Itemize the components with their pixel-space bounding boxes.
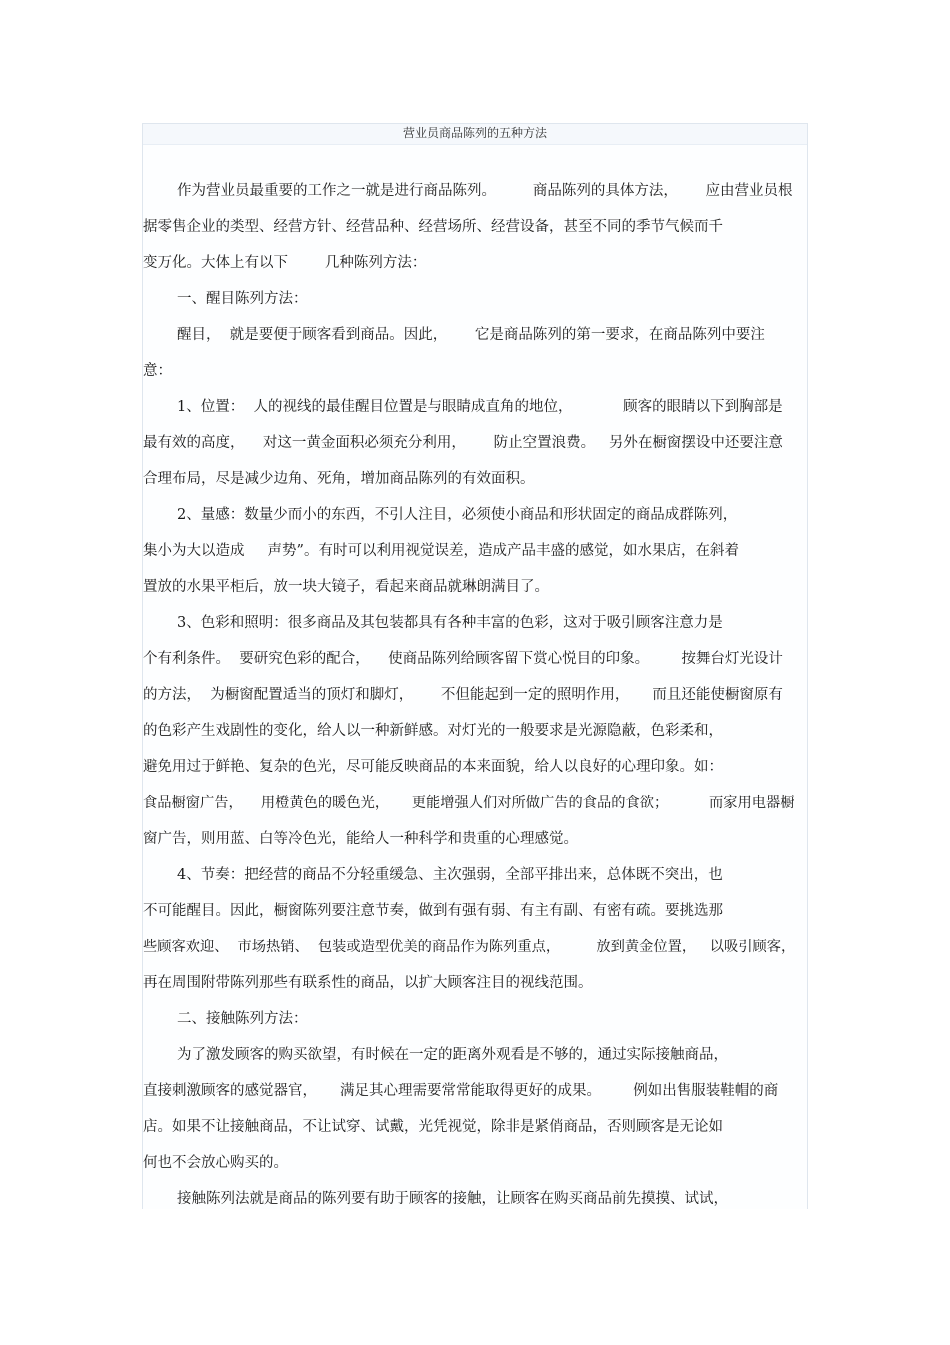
paragraph-line: 些顾客欢迎、 市场热销、 包装或造型优美的商品作为陈列重点， 放到黄金位置， 以吸引顾客， [143,939,796,955]
paragraph-start-line: 4、节奏：把经营的商品不分轻重缓急、主次强弱，全部平排出来，总体既不突出，也 [177,867,723,883]
paragraph-start-line: 2、量感：数量少而小的东西，不引人注目，必须使小商品和形状固定的商品成群陈列， [177,507,738,523]
paragraph-line: 合理布局，尽是减少边角、死角，增加商品陈列的有效面积。 [143,471,535,487]
paragraph-line: 避免用过于鲜艳、复杂的色光，尽可能反映商品的本来面貌，给人以良好的心理印象。如： [143,759,723,775]
paragraph-line: 意： [143,363,172,379]
paragraph-line: 的方法， 为橱窗配置适当的顶灯和脚灯， 不但能起到一定的照明作用， 而且还能使橱窗原有 [143,687,783,703]
paragraph-line: 最有效的高度， 对这一黄金面积必须充分利用， 防止空置浪费。 另外在橱窗摆设中还要注意 [143,435,783,451]
paragraph-line: 直接刺激顾客的感觉器官， 满足其心理需要常常能取得更好的成果。 例如出售服装鞋帽的商 [143,1083,779,1099]
paragraph-line: 店。如果不让接触商品，不让试穿、试戴，光凭视觉，除非是紧俏商品，否则顾客是无论如 [143,1119,723,1135]
paragraph-start-line: 1、位置： 人的视线的最佳醒目位置是与眼睛成直角的地位， 顾客的眼睛以下到胸部是 [177,399,783,415]
title-band [143,124,807,145]
paragraph-start-line: 作为营业员最重要的工作之一就是进行商品陈列。 商品陈列的具体方法， 应由营业员根 [177,183,793,199]
paragraph-line: 何也不会放心购买的。 [143,1155,288,1171]
paragraph-line: 再在周围附带陈列那些有联系性的商品，以扩大顾客注目的视线范围。 [143,975,593,991]
paragraph-line: 据零售企业的类型、经营方针、经营品种、经营场所、经营设备，甚至不同的季节气候而千 [143,219,723,235]
paragraph-line: 集小为大以造成 声势”。有时可以利用视觉误差，造成产品丰盛的感觉，如水果店，在斜着 [143,543,739,559]
paragraph-line: 变万化。大体上有以下 几种陈列方法： [143,255,427,271]
paragraph-start-line: 醒目， 就是要便于顾客看到商品。因此， 它是商品陈列的第一要求，在商品陈列中要注 [177,327,765,343]
paragraph-line: 的色彩产生戏剧性的变化，给人以一种新鲜感。对灯光的一般要求是光源隐蔽，色彩柔和， [143,723,723,739]
document-title: 营业员商品陈列的五种方法 [402,126,547,140]
paragraph-line: 置放的水果平柜后，放一块大镜子，看起来商品就琳朗满目了。 [143,579,549,595]
paragraph-start-line: 为了激发顾客的购买欲望，有时候在一定的距离外观看是不够的，通过实际接触商品， [177,1047,728,1063]
paragraph-line: 不可能醒目。因此，橱窗陈列要注意节奏，做到有强有弱、有主有副、有密有疏。要挑选那 [143,903,723,919]
paragraph-start-line: 3、色彩和照明：很多商品及其包装都具有各种丰富的色彩，这对于吸引顾客注意力是 [177,615,723,631]
paragraph-line: 食品橱窗广告， 用橙黄色的暖色光， 更能增强人们对所做广告的食品的食欲； 而家用电器橱 [143,795,795,811]
paragraph-start-line: 一、醒目陈列方法： [177,291,308,307]
paragraph-start-line: 二、接触陈列方法： [177,1011,308,1027]
document-page [142,123,808,1209]
paragraph-line: 个有利条件。 要研究色彩的配合， 使商品陈列给顾客留下赏心悦目的印象。 按舞台灯光设计 [143,651,783,667]
paragraph-start-line: 接触陈列法就是商品的陈列要有助于顾客的接触，让顾客在购买商品前先摸摸、试试， [177,1191,728,1207]
paragraph-line: 窗广告，则用蓝、白等冷色光，能给人一种科学和贵重的心理感觉。 [143,831,578,847]
